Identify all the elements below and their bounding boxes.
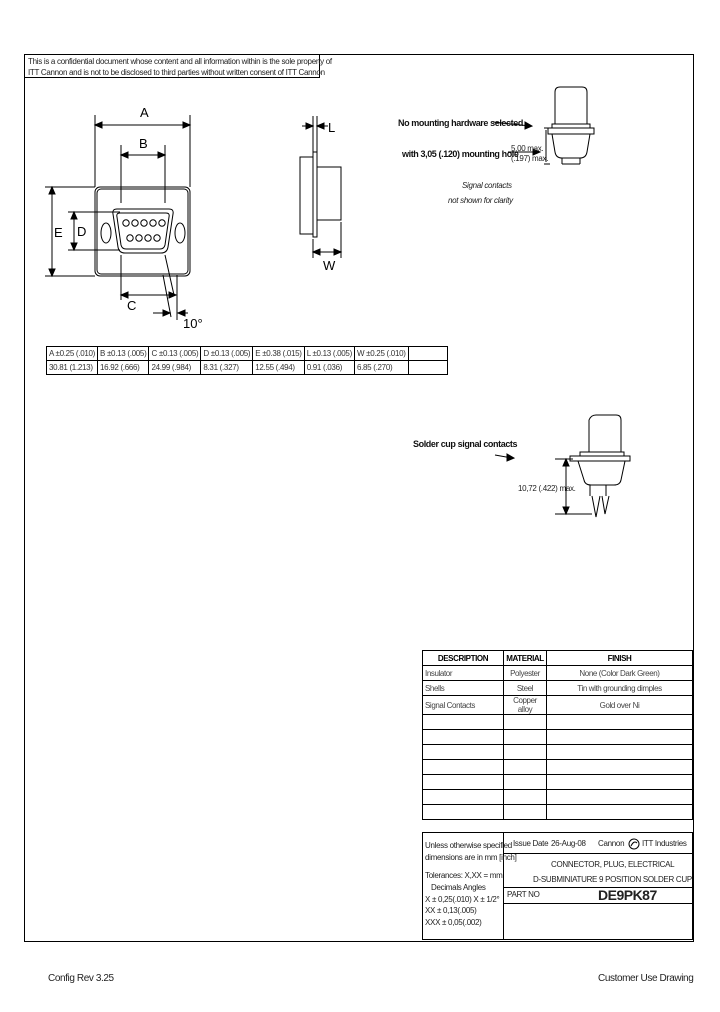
row-material: Copper alloy bbox=[504, 696, 547, 715]
tolerance-line-5: X ± 0,25(.010) X ± 1/2° bbox=[425, 895, 500, 904]
header-finish: FINISH bbox=[547, 651, 693, 666]
tolerance-line-4: Decimals Angles bbox=[431, 883, 486, 892]
dim-value-empty bbox=[408, 361, 447, 375]
side-view-drawing bbox=[290, 112, 360, 277]
tolerance-line-1: Unless otherwise specified bbox=[425, 841, 512, 850]
table-row bbox=[423, 666, 693, 681]
dim-value-l: 0.91 (.036) bbox=[304, 361, 354, 375]
part-no-label: PART NO bbox=[507, 890, 540, 899]
description-line-1: CONNECTOR, PLUG, ELECTRICAL bbox=[551, 860, 675, 869]
dim-b-label: B bbox=[139, 136, 148, 151]
front-view-drawing bbox=[40, 95, 220, 335]
part-number: DE9PK87 bbox=[598, 887, 657, 903]
finish-table-header bbox=[423, 651, 693, 666]
dim-e-label: E bbox=[54, 225, 63, 240]
itt-logo-icon bbox=[627, 838, 641, 850]
dim-l-label: L bbox=[328, 120, 336, 135]
issue-date: 26-Aug-08 bbox=[551, 839, 586, 848]
footer-customer-drawing: Customer Use Drawing bbox=[598, 973, 694, 984]
dim-c-label: C bbox=[127, 298, 137, 313]
dim-header-w: W ±0.25 (.010) bbox=[354, 347, 408, 361]
dim-header-l: L ±0.13 (.005) bbox=[304, 347, 354, 361]
title-block bbox=[422, 832, 693, 940]
no-hardware-note: No mounting hardware selected bbox=[398, 118, 523, 128]
table-row-empty bbox=[423, 775, 693, 790]
dim-value-c: 24.99 (.984) bbox=[149, 361, 201, 375]
tolerance-line-7: XXX ± 0,05(.002) bbox=[425, 918, 482, 927]
header-description: DESCRIPTION bbox=[423, 651, 504, 666]
dim-value-d: 8.31 (.327) bbox=[201, 361, 253, 375]
disclaimer-line-1: This is a confidential document whose content and all information within is the sole property of bbox=[28, 57, 332, 66]
dim-value-a: 30.81 (1.213) bbox=[47, 361, 98, 375]
table-row-empty bbox=[423, 790, 693, 805]
company-name: Cannon bbox=[598, 839, 625, 848]
finish-table bbox=[422, 650, 693, 820]
angle-label: 10° bbox=[183, 316, 203, 331]
row-description: Insulator bbox=[423, 666, 504, 681]
signal-note-2: not shown for clarity bbox=[448, 196, 513, 205]
dim-value-w: 6.85 (.270) bbox=[354, 361, 408, 375]
dim-w-label: W bbox=[323, 258, 336, 273]
disclaimer-line-2: ITT Cannon and is not to be disclosed to third parties without written consent of ITT Cannon bbox=[28, 68, 325, 77]
dim-header-e: E ±0.38 (.015) bbox=[253, 347, 304, 361]
table-row-empty bbox=[423, 745, 693, 760]
row-material: Steel bbox=[504, 681, 547, 696]
footer-config-rev: Config Rev 3.25 bbox=[48, 973, 114, 984]
table-row-empty bbox=[423, 715, 693, 730]
mount-view-drawing bbox=[490, 82, 610, 182]
table-row bbox=[423, 681, 693, 696]
table-row-empty bbox=[423, 760, 693, 775]
mounting-hole-note: with 3,05 (.120) mounting hole bbox=[402, 149, 519, 159]
dim-header-c: C ±0.13 (.005) bbox=[149, 347, 201, 361]
solder-height-note: 10,72 (.422) max. bbox=[518, 484, 576, 493]
issue-date-label: Issue Date bbox=[513, 839, 549, 848]
table-row bbox=[423, 696, 693, 715]
table-row-empty bbox=[423, 730, 693, 745]
dimensions-header-row bbox=[47, 347, 448, 361]
table-row-empty bbox=[423, 805, 693, 820]
company-logo-text: ITT Industries bbox=[642, 839, 687, 848]
dim-value-b: 16.92 (.666) bbox=[98, 361, 149, 375]
description-line-2: D-SUBMINIATURE 9 POSITION SOLDER CUP bbox=[533, 875, 692, 884]
dim-header-d: D ±0.13 (.005) bbox=[201, 347, 253, 361]
tolerance-line-6: XX ± 0,13(.005) bbox=[425, 906, 477, 915]
row-finish: None (Color Dark Green) bbox=[547, 666, 693, 681]
dim-header-empty bbox=[408, 347, 447, 361]
dim-d-label: D bbox=[77, 224, 87, 239]
solder-cup-note: Solder cup signal contacts bbox=[413, 439, 518, 449]
row-finish: Tin with grounding dimples bbox=[547, 681, 693, 696]
tolerance-line-3: Tolerances: X,XX = mm bbox=[425, 871, 503, 880]
solder-cup-drawing bbox=[490, 410, 640, 530]
dim-value-e: 12.55 (.494) bbox=[253, 361, 304, 375]
dim-header-a: A ±0.25 (.010) bbox=[47, 347, 98, 361]
header-material: MATERIAL bbox=[504, 651, 547, 666]
dim-header-b: B ±0.13 (.005) bbox=[98, 347, 149, 361]
row-description: Shells bbox=[423, 681, 504, 696]
tolerance-line-2: dimensions are in mm [inch] bbox=[425, 853, 517, 862]
row-finish: Gold over Ni bbox=[547, 696, 693, 715]
height-max-2: (.197) max. bbox=[511, 154, 549, 163]
dimensions-table bbox=[46, 346, 448, 375]
signal-note-1: Signal contacts bbox=[462, 181, 512, 190]
height-max-1: 5,00 max. bbox=[511, 144, 544, 153]
dimensions-value-row bbox=[47, 361, 448, 375]
row-material: Polyester bbox=[504, 666, 547, 681]
row-description: Signal Contacts bbox=[423, 696, 504, 715]
disclaimer-box bbox=[24, 54, 332, 78]
dim-a-label: A bbox=[140, 105, 149, 120]
